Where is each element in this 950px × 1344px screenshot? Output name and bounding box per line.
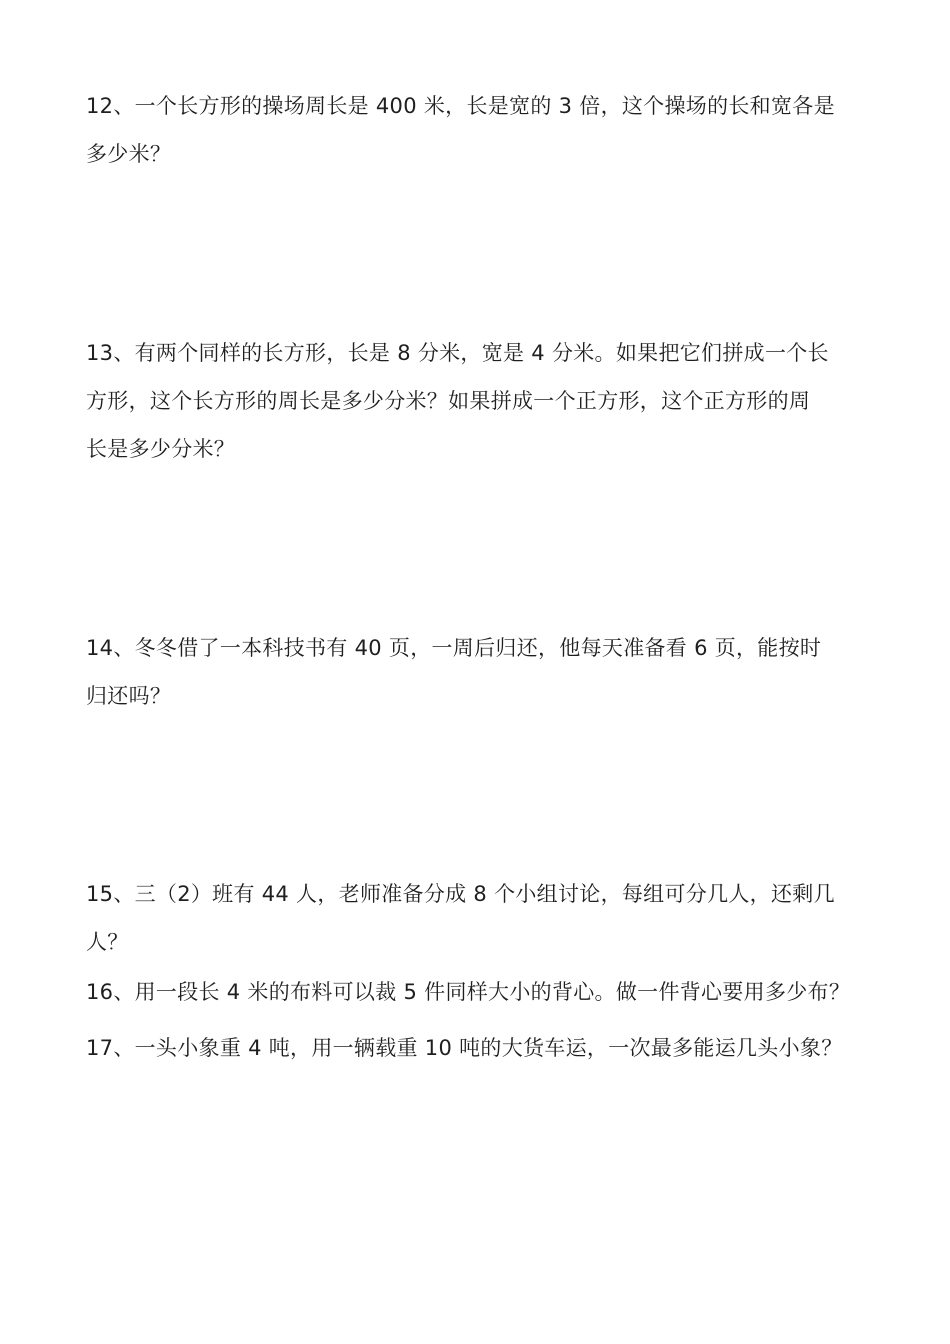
problem-12 (86, 82, 846, 178)
problem-13-line-3: 长是多少分米？ (86, 437, 236, 461)
problem-12-line-2: 多少米？ (86, 142, 172, 166)
problem-16 (86, 968, 851, 1016)
problem-16-line-1: 16、用一段长 4 米的布料可以裁 5 件同样大小的背心。做一件背心要用多少布？ (86, 980, 851, 1004)
problem-14-line-1: 14、冬冬借了一本科技书有 40 页，一周后归还，他每天准备看 6 页，能按时 (86, 636, 822, 660)
problem-14-line-2: 归还吗？ (86, 684, 172, 708)
problem-13-line-2: 方形，这个长方形的周长是多少分米？如果拼成一个正方形，这个正方形的周 (86, 389, 811, 413)
problem-15-line-1: 15、三（2）班有 44 人，老师准备分成 8 个小组讨论，每组可分几人，还剩几 (86, 882, 835, 906)
problem-17-line-1: 17、一头小象重 4 吨，用一辆载重 10 吨的大货车运，一次最多能运几头小象？ (86, 1036, 843, 1060)
problem-15-line-2: 人？ (86, 930, 129, 954)
problem-17 (86, 1024, 846, 1072)
problem-15 (86, 870, 846, 966)
problem-12-line-1: 12、一个长方形的操场周长是 400 米，长是宽的 3 倍，这个操场的长和宽各是 (86, 94, 835, 118)
problem-14 (86, 624, 846, 720)
problem-13 (86, 329, 846, 473)
problem-13-line-1: 13、有两个同样的长方形，长是 8 分米，宽是 4 分米。如果把它们拼成一个长 (86, 341, 829, 365)
